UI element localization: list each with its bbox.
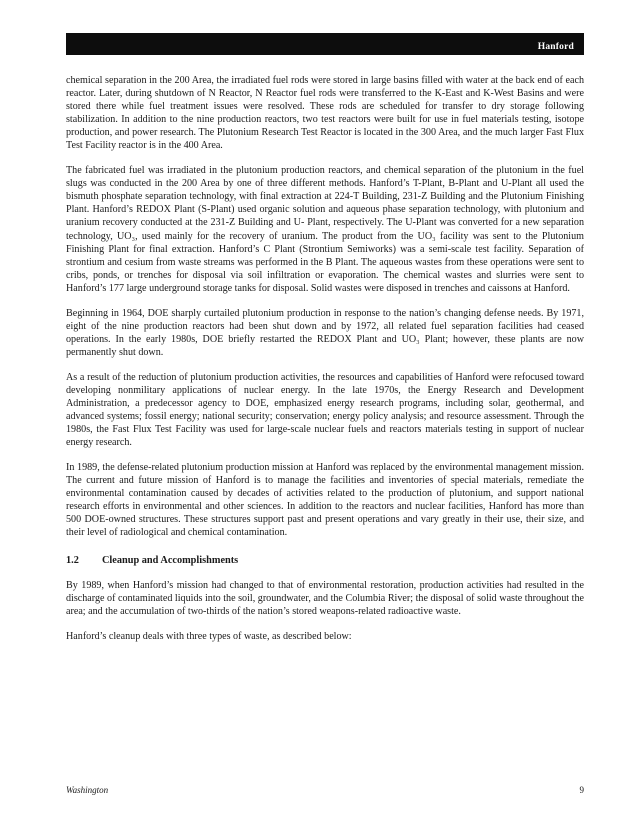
paragraph-production-curtailed: Beginning in 1964, DOE sharply curtailed plutonium production in response to the nation’s changing defense needs. By 1971, eight of the nine production reactors had been shut down and by 1972, all related fuel separation facilities had ceased operations. In the early 1980s, DOE briefly restarted the REDOX Plant and UO₃ Plant; however, these plants are now permanently shut down. — [66, 307, 584, 358]
section-heading — [66, 554, 584, 567]
header-title: Hanford — [537, 42, 574, 52]
paragraph-chemical-separation: The fabricated fuel was irradiated in the plutonium production reactors, and chemical separation of the plutonium in the fuel slugs was conducted in the 200 Area by one of three different methods. Hanford’s T-Plant, B-Plant and U-Plant all used the bismuth phosphate separation technology, with final extraction at 224-T Building, 231-Z Building and the Plutonium Finishing Plant. Hanford’s REDOX Plant (S-Plant) used organic solution and aqueous phase separation technology, with plutonium and uranium recovery conducted at the 231-Z Building and U- Plant, respectively. The U-Plant was converted for a new separation technology, UO₃, used mainly for the recovery of uranium. The product from the UO₃ facility was sent to the Plutonium Finishing Plant for final extraction. Hanford’s C Plant (Strontium Semiworks) was a semi-scale test facility. Separation of strontium and cesium from waste streams was performed in the B Plant. The aqueous wastes from these operations were sent to cribs, ponds, or trenches for disposal via soil infiltration or evaporation. The chemical wastes and slurries were sent to Hanford’s 177 large underground storage tanks for disposal. Solid wastes were disposed in trenches and caissons at Hanford. — [66, 165, 584, 294]
section-number: 1.2 — [66, 554, 79, 566]
page-body — [66, 74, 584, 655]
paragraph-cleanup-context: By 1989, when Hanford’s mission had changed to that of environmental restoration, production activities had resulted in the discharge of contaminated liquids into the soil, groundwater, and the Columbia River; the disposal of solid waste throughout the area; and the accumulation of two-thirds of the nation’s stored weapons-related radioactive waste. — [66, 579, 584, 617]
paragraph-waste-types-intro: Hanford’s cleanup deals with three types of waste, as described below: — [66, 630, 352, 642]
section-title: Cleanup and Accomplishments — [102, 554, 239, 566]
paragraph-refocus-nonmilitary: As a result of the reduction of plutonium production activities, the resources and capabilities of Hanford were refocused toward developing nonmilitary applications of nuclear energy. In the late 1970s, the Energy Research and Development Administration, a predecessor agency to DOE, emphasized energy research programs, including solar, geothermal, and advanced systems; fossil energy; national security; conservation; energy policy analysis; and resource assessment. Through the 1980s, the Fast Flux Test Facility was used for large-scale nuclear fuels and reactors materials testing in support of nuclear energy research. — [66, 371, 584, 449]
header-bar — [66, 33, 584, 55]
footer-state-name: Washington — [66, 785, 109, 795]
page-number: 9 — [579, 785, 584, 795]
paragraph-fuel-storage: chemical separation in the 200 Area, the irradiated fuel rods were stored in large basins filled with water at the back end of each reactor. Later, during shutdown of N Reactor, N Reactor fuel rods were transferred to the K-East and K-West Basins and were stored there while fuel treatment issues were resolved. These rods are scheduled for transfer to dry storage following stabilization. In addition to the nine production reactors, two test reactors were built for use in fuel materials testing, isotope production, and power research. The Plutonium Research Test Reactor is located in the 300 Area, and the much larger Fast Flux Test Facility reactor is in the 400 Area. — [66, 75, 584, 152]
paragraph-environmental-mission: In 1989, the defense-related plutonium production mission at Hanford was replaced by the environmental management mission. The current and future mission of Hanford is to manage the facilities and inventories of special materials, remediate the environmental contamination caused by decades of activities related to the production of plutonium, and support national research efforts in environmental and other sciences. In addition to the reactors and nuclear facilities, Hanford has more than 500 DOE-owned structures. These structures support past and present operations and vary greatly in their use, their size, and their level of radiological and chemical contamination. — [66, 462, 584, 539]
